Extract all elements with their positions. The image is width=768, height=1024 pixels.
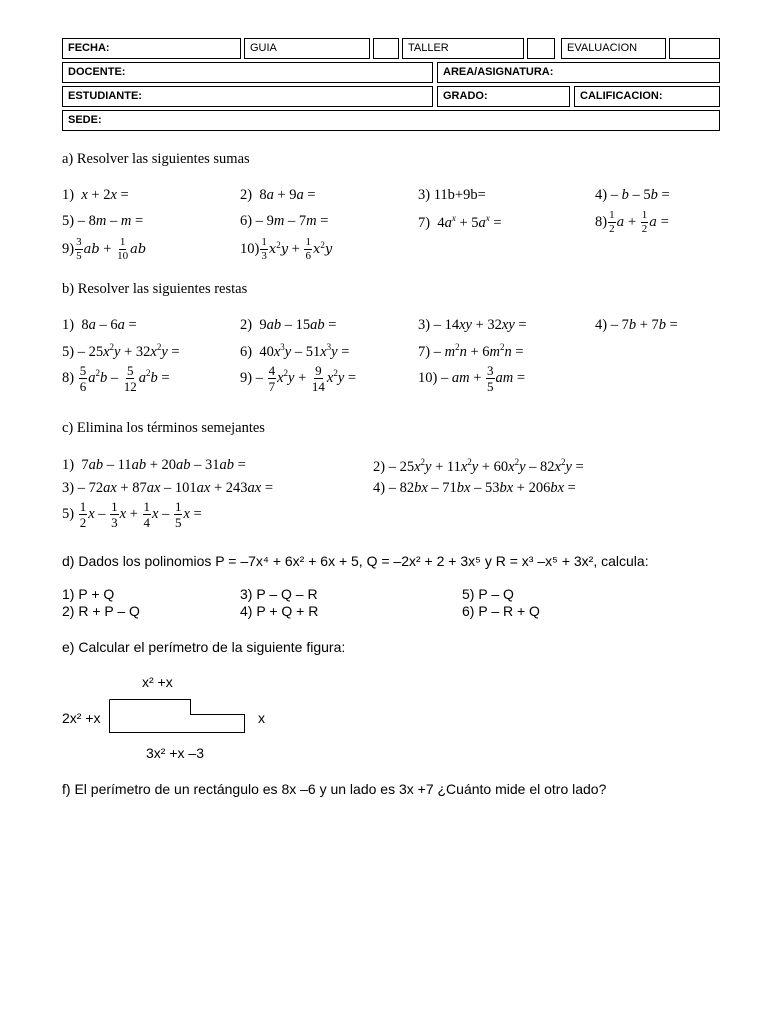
exercise-c2: $2) - 25x^2y + 11x^2y + 60x^2y - 82x^2y$ = bbox=[373, 457, 584, 475]
figure-shape bbox=[100, 690, 260, 740]
exercise-b10: 10) – am + $\frac{3}{5}$ am = bbox=[418, 363, 526, 394]
exercise-c4: 4) – 82bx – 71bx – 53bx + 206bx = bbox=[373, 480, 576, 496]
section-d-title: d) Dados los polinomios P = –7x⁴ + 6x² + 6x + 5, Q = –2x² + 2 + 3x⁵ y R = x³ –x⁵ + 3x², calcula: bbox=[62, 553, 649, 569]
exercise-b1: 1) 8a – 6a = bbox=[62, 317, 137, 333]
exercise-a7: 7) $4a^x + 5a^x$ = bbox=[418, 213, 502, 231]
figure-left-label: 2x² +x bbox=[62, 710, 101, 726]
exercise-a6: 6) – 9m – 7m = bbox=[240, 213, 329, 229]
exercise-b3: 3) – 14xy + 32xy = bbox=[418, 317, 527, 333]
exercise-b9: 9) – $\frac{4}{7}$ $x^2y$ + $\frac{9}{14}$ $x^2y$ = bbox=[240, 363, 357, 394]
section-f-title: f) El perímetro de un rectángulo es 8x –6 y un lado es 3x +7 ¿Cuánto mide el otro lado? bbox=[62, 781, 607, 797]
exercise-b5: $5) - 25x^2y + 32x^2y$ = bbox=[62, 342, 180, 360]
section-a-title: a) Resolver las siguientes sumas bbox=[62, 151, 250, 167]
guia-checkbox[interactable] bbox=[373, 38, 399, 59]
guia-label: GUIA bbox=[244, 38, 370, 59]
figure-bottom-label: 3x² +x –3 bbox=[146, 745, 204, 761]
exercise-b8: 8) $\frac{5}{6}$ $a^2b$ – $\frac{5}{12}$ $a^2b$ = bbox=[62, 363, 170, 394]
exercise-b4: 4) – 7b + 7b = bbox=[595, 317, 678, 333]
exercise-b2: 2) 9ab – 15ab = bbox=[240, 317, 337, 333]
exercise-d5: 5) P – Q bbox=[462, 586, 514, 602]
exercise-d3: 3) P – Q – R bbox=[240, 586, 318, 602]
exercise-b6: 6) $40x^3y - 51x^3y$ = bbox=[240, 342, 350, 360]
exercise-d6: 6) P – R + Q bbox=[462, 603, 540, 619]
exercise-c3: 3) – 72ax + 87ax – 101ax + 243ax = bbox=[62, 480, 274, 496]
exercise-a10: 10) $\frac{1}{3}$ $x^2y$ + $\frac{1}{6}$ $x^2y$ bbox=[240, 236, 333, 262]
grado-field[interactable]: GRADO: bbox=[437, 86, 570, 107]
figure-right-label: x bbox=[258, 710, 265, 726]
taller-label: TALLER bbox=[402, 38, 524, 59]
exercise-c1: 1) 7ab – 11ab + 20ab – 31ab = bbox=[62, 457, 246, 473]
exercise-c5: 5) $\frac{1}{2}$ x – $\frac{1}{3}$ x + $\frac{1}{4}$ x – $\frac{1}{5}$ x = bbox=[62, 499, 202, 530]
section-c-title: c) Elimina los términos semejantes bbox=[62, 420, 265, 436]
exercise-a9: 9) $\frac{3}{5}$ ab + $\frac{1}{10}$ ab bbox=[62, 236, 147, 262]
area-field[interactable]: AREA/ASIGNATURA: bbox=[437, 62, 720, 83]
docente-field[interactable]: DOCENTE: bbox=[62, 62, 433, 83]
exercise-a1: 1) x + 2x = bbox=[62, 187, 129, 203]
evaluacion-label: EVALUACION bbox=[561, 38, 666, 59]
exercise-a3: 3) 11b+9b= bbox=[418, 187, 486, 203]
sede-field[interactable]: SEDE: bbox=[62, 110, 720, 131]
exercise-a4: 4) – b – 5b = bbox=[595, 187, 670, 203]
exercise-d4: 4) P + Q + R bbox=[240, 603, 319, 619]
figure-top-label: x² +x bbox=[142, 674, 173, 690]
evaluacion-checkbox[interactable] bbox=[669, 38, 720, 59]
estudiante-field[interactable]: ESTUDIANTE: bbox=[62, 86, 433, 107]
exercise-a8: 8) $\frac{1}{2}$ a + $\frac{1}{2}$ a = bbox=[595, 209, 669, 235]
exercise-b7: $7) - m^2n + 6m^2n$ = bbox=[418, 342, 524, 360]
section-e-title: e) Calcular el perímetro de la siguiente figura: bbox=[62, 639, 346, 655]
exercise-d2: 2) R + P – Q bbox=[62, 603, 140, 619]
exercise-d1: 1) P + Q bbox=[62, 586, 115, 602]
calificacion-field[interactable]: CALIFICACION: bbox=[574, 86, 720, 107]
exercise-a2: 2) 8a + 9a = bbox=[240, 187, 316, 203]
exercise-a5: 5) – 8m – m = bbox=[62, 213, 144, 229]
section-b-title: b) Resolver las siguientes restas bbox=[62, 281, 248, 297]
taller-checkbox[interactable] bbox=[527, 38, 555, 59]
fecha-field[interactable]: FECHA: bbox=[62, 38, 241, 59]
